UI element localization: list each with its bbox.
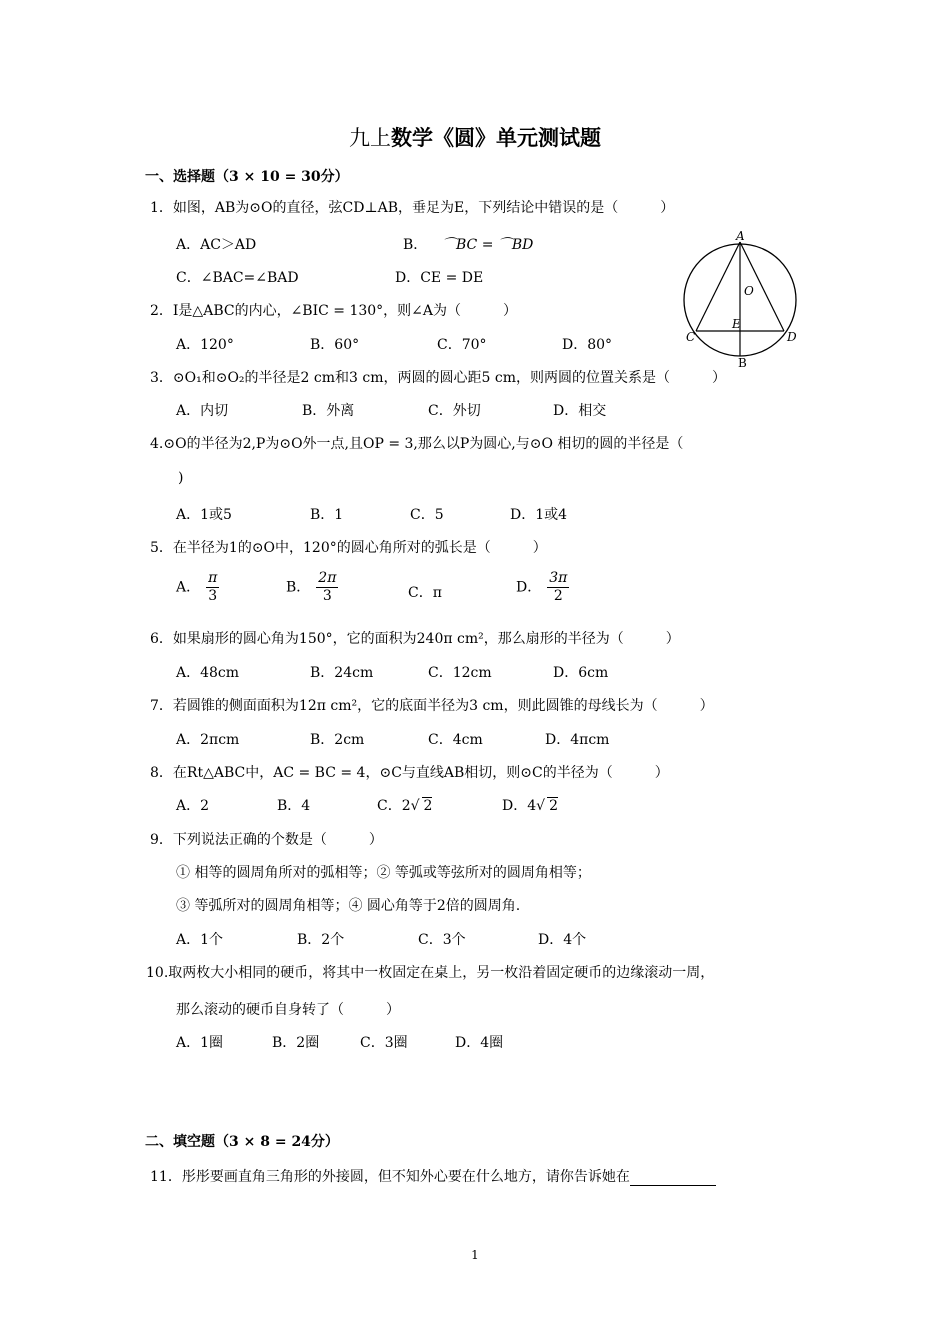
q9-statement-3-4: ③ 等弧所对的圆周角相等；④ 圆心角等于2倍的圆周角. <box>176 898 521 914</box>
fraction-numerator: 3π <box>549 570 568 586</box>
q8-option-d-label: D．4 <box>502 798 537 814</box>
q9-option-c: C．3个 <box>418 932 466 948</box>
q2-option-d: D．80° <box>562 337 613 353</box>
q1-option-d: D．CE = DE <box>395 270 484 286</box>
q8-option-c-radicand: 2 <box>423 798 433 814</box>
q6-option-d: D．6cm <box>553 665 609 681</box>
q10-option-c: C．3圈 <box>360 1035 408 1051</box>
q2-option-b: B．60° <box>310 337 360 353</box>
q3-option-d: D．相交 <box>553 403 607 419</box>
label-d: D <box>787 330 797 344</box>
q5-option-b-fraction <box>316 570 338 605</box>
label-c: C <box>686 330 696 344</box>
page-number: 1 <box>471 1248 479 1262</box>
q3-option-b: B．外离 <box>302 403 355 419</box>
q5-option-b-label: B． <box>286 579 311 596</box>
q2-option-c: C．70° <box>437 337 487 353</box>
q5-option-c: C．π <box>408 585 442 601</box>
q5-option-d <box>516 570 569 605</box>
page-title <box>0 122 950 152</box>
q1-option-c: C．∠BAC=∠BAD <box>176 270 299 286</box>
q8-option-a: A．2 <box>176 798 210 814</box>
q4-option-a: A．1或5 <box>176 507 232 523</box>
q4-option-b: B．1 <box>310 507 344 523</box>
q5-option-a-fraction <box>206 570 219 605</box>
q10-option-b: B．2圈 <box>272 1035 320 1051</box>
q7-option-b: B．2cm <box>310 732 365 748</box>
q9-option-b: B．2个 <box>297 932 345 948</box>
q8-option-d-radicand: 2 <box>549 798 558 814</box>
question-11-text: 11．彤彤要画直角三角形的外接圆，但不知外心要在什么地方，请你告诉她在 <box>150 1169 630 1185</box>
q9-option-d: D．4个 <box>538 932 587 948</box>
label-o: O <box>744 284 754 298</box>
q5-option-a <box>176 570 219 605</box>
label-e: E <box>732 317 741 331</box>
q8-option-b: B．4 <box>277 798 311 814</box>
label-b: B <box>738 356 747 370</box>
question-4-text: 4.⊙O的半径为2,P为⊙O外一点,且OP = 3,那么以P为圆心,与⊙O 相切的圆的半径是（ <box>150 436 684 452</box>
label-a: A <box>736 229 745 243</box>
q2-option-a: A．120° <box>176 337 234 353</box>
sqrt-icon: √ <box>410 798 420 814</box>
question-7-text: 7．若圆锥的侧面面积为12π cm²，它的底面半径为3 cm，则此圆锥的母线长为（ ） <box>150 698 714 714</box>
question-4-text-cont: ) <box>178 470 184 486</box>
q7-option-d: D．4πcm <box>545 732 610 748</box>
fraction-denominator: 2 <box>547 587 569 605</box>
q4-option-d: D．1或4 <box>510 507 568 523</box>
q8-option-c-label: C．2 <box>377 798 411 814</box>
question-2-text: 2．I是△ABC的内心，∠BIC = 130°，则∠A为（ ） <box>150 303 518 319</box>
question-8-text: 8．在Rt△ABC中，AC = BC = 4，⊙C与直线AB相切，则⊙C的半径为（ ） <box>150 765 669 781</box>
q9-statement-1-2: ① 相等的圆周角所对的弧相等；② 等弧或等弦所对的圆周角相等； <box>176 865 591 881</box>
q7-option-a: A．2πcm <box>176 732 240 748</box>
fraction-denominator: 3 <box>206 587 219 605</box>
q4-option-c: C．5 <box>410 507 444 523</box>
q6-option-b: B．24cm <box>310 665 374 681</box>
q8-option-c <box>377 795 432 815</box>
q1-option-b-label: B． <box>403 237 428 253</box>
question-10-text: 10.取两枚大小相同的硬币，将其中一枚固定在桌上，另一枚沿着固定硬币的边缘滚动一周， <box>146 965 715 981</box>
q5-option-d-label: D． <box>516 579 542 596</box>
title-prefix: 九上 <box>349 126 391 150</box>
question-6-text: 6．如果扇形的圆心角为150°，它的面积为240π cm²，那么扇形的半径为（ ） <box>150 631 680 647</box>
q1-option-a: A．AC＞AD <box>176 237 257 253</box>
q8-option-d <box>502 795 558 815</box>
q7-option-c: C．4cm <box>428 732 483 748</box>
sqrt-icon: √ <box>536 798 546 814</box>
q3-option-c: C．外切 <box>428 403 481 419</box>
q10-option-d: D．4圈 <box>455 1035 504 1051</box>
question-1-text: 1．如图，AB为⊙O的直径，弦CD⊥AB，垂足为E，下列结论中错误的是（ ） <box>150 200 675 216</box>
circle-figure <box>672 225 812 375</box>
fraction-numerator: 2π <box>318 570 337 586</box>
q1-option-b: ⌒BC = ⌒BD <box>442 237 534 253</box>
question-9-text: 9．下列说法正确的个数是（ ） <box>150 832 383 848</box>
question-11 <box>150 1166 716 1186</box>
fraction-denominator: 3 <box>316 587 338 605</box>
q10-option-a: A．1圈 <box>176 1035 224 1051</box>
q6-option-c: C．12cm <box>428 665 492 681</box>
section-fill-heading: 二、填空题（3 × 8 = 24分） <box>145 1134 339 1150</box>
fraction-numerator: π <box>208 570 218 586</box>
q5-option-d-fraction <box>547 570 569 605</box>
question-10-text-cont: 那么滚动的硬币自身转了（ ） <box>176 1002 400 1018</box>
q5-option-b <box>286 570 338 605</box>
q5-option-a-label: A． <box>176 579 201 596</box>
title-main: 数学《圆》单元测试题 <box>391 125 601 150</box>
section-choice-heading: 一、选择题（3 × 10 = 30分） <box>145 169 349 185</box>
question-5-text: 5．在半径为1的⊙O中，120°的圆心角所对的弧长是（ ） <box>150 540 547 556</box>
answer-blank[interactable] <box>630 1171 716 1186</box>
q3-option-a: A．内切 <box>176 403 229 419</box>
q6-option-a: A．48cm <box>176 665 240 681</box>
question-3-text: 3．⊙O₁和⊙O₂的半径是2 cm和3 cm，两圆的圆心距5 cm，则两圆的位置关系是（ ） <box>150 370 726 386</box>
q9-option-a: A．1个 <box>176 932 224 948</box>
